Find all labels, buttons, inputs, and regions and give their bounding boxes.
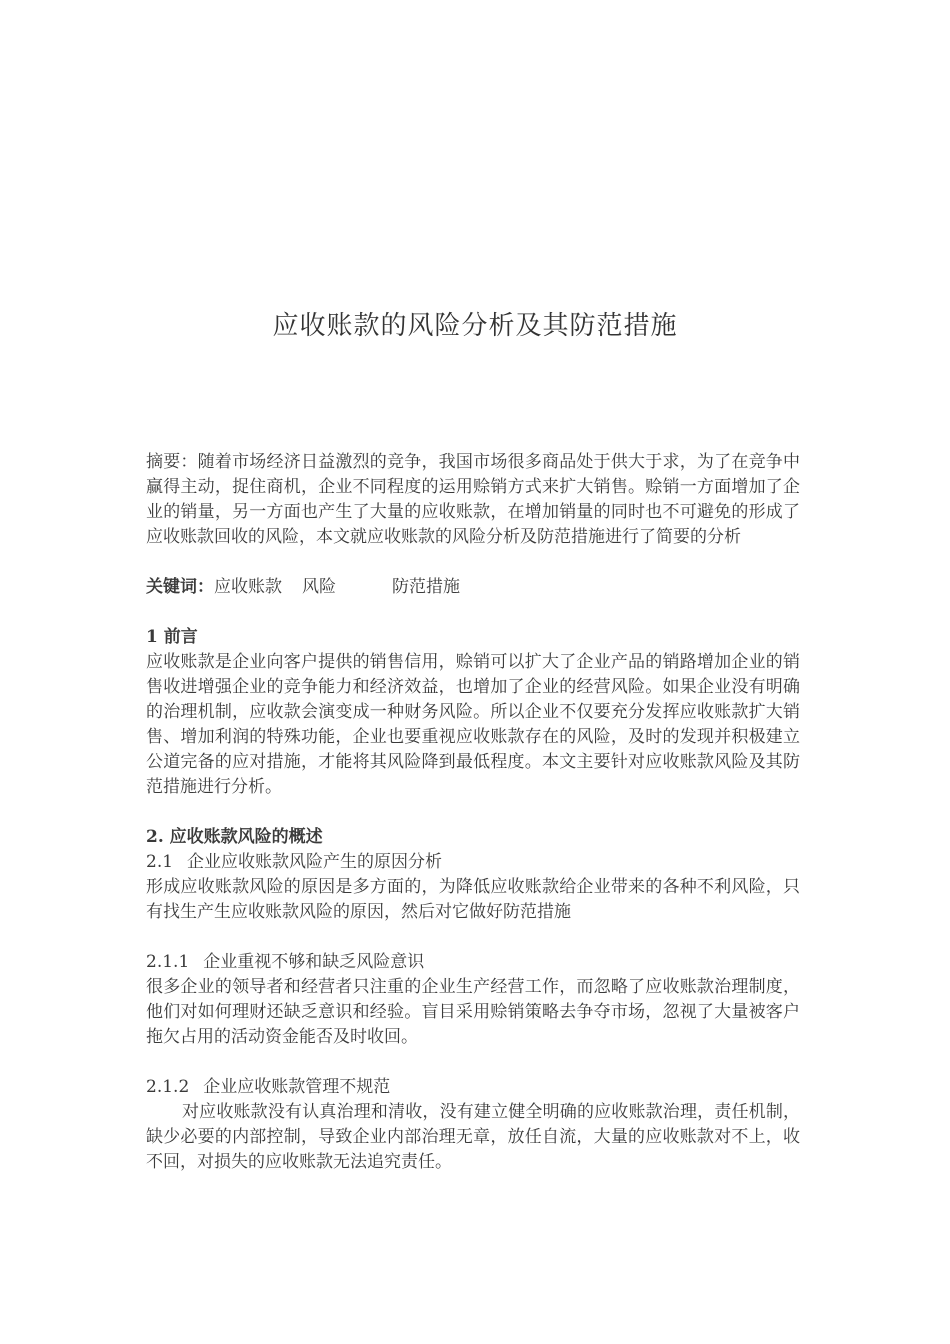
spacer (146, 1050, 800, 1075)
spacer (146, 550, 800, 575)
spacer (146, 600, 800, 625)
section-title: 企业应收账款管理不规范 (203, 1077, 391, 1097)
document-body (146, 450, 800, 1175)
section-2-1-2-heading (146, 1075, 800, 1100)
section-number: 2.1.2 (146, 1077, 190, 1097)
section-2-1-paragraph: 形成应收账款风险的原因是多方面的，为降低应收账款给企业带来的各种不利风险，只有找生产生应收账款风险的原因，然后对它做好防范措施 (146, 877, 800, 922)
keyword-item: 应收账款 (214, 577, 282, 597)
keyword-item: 防范措施 (392, 577, 460, 597)
section-2-heading: 2. 应收账款风险的概述 (146, 827, 323, 847)
section-number: 2.1 (146, 852, 174, 872)
document-title: 应收账款的风险分析及其防范措施 (272, 311, 678, 341)
abstract-paragraph: 摘要：随着市场经济日益激烈的竞争，我国市场很多商品处于供大于求，为了在竞争中赢得主动，捉住商机，企业不同程度的运用赊销方式来扩大销售。赊销一方面增加了企业的销量，另一方面也产生了大量的应收账款，在增加销量的同时也不可避免的形成了应收账款回收的风险，本文就应收账款的风险分析及防范措施进行了简要的分析 (146, 452, 800, 547)
keywords-line (146, 575, 800, 600)
section-1-paragraph: 应收账款是企业向客户提供的销售信用，赊销可以扩大了企业产品的销路增加企业的销售收进增强企业的竞争能力和经济效益，也增加了企业的经营风险。如果企业没有明确的治理机制，应收款会演变成一种财务风险。所以企业不仅要充分发挥应收账款扩大销售、增加利润的特殊功能，企业也要重视应收账款存在的风险，及时的发现并积极建立公道完备的应对措施，才能将其风险降到最低程度。本文主要针对应收账款风险及其防范措施进行分析。 (146, 652, 800, 797)
section-number: 2.1.1 (146, 952, 190, 972)
section-title: 企业应收账款风险产生的原因分析 (187, 852, 443, 872)
section-1-heading: 1 前言 (146, 627, 198, 647)
keyword-item: 风险 (302, 577, 336, 597)
section-2-1-1-paragraph: 很多企业的领导者和经营者只注重的企业生产经营工作，而忽略了应收账款治理制度，他们对如何理财还缺乏意识和经验。盲目采用赊销策略去争夺市场，忽视了大量被客户拖欠占用的活动资金能否及时收回。 (146, 977, 800, 1047)
section-title: 企业重视不够和缺乏风险意识 (203, 952, 425, 972)
section-2-1-heading (146, 850, 800, 875)
section-2-1-1-heading (146, 950, 800, 975)
spacer (146, 925, 800, 950)
section-2-1-2-paragraph: 对应收账款没有认真治理和清收，没有建立健全明确的应收账款治理，责任机制，缺少必要的内部控制，导致企业内部治理无章，放任自流，大量的应收账款对不上，收不回，对损失的应收账款无法追究责任。 (146, 1102, 800, 1172)
keywords-label: 关键词： (146, 577, 214, 597)
spacer (146, 800, 800, 825)
